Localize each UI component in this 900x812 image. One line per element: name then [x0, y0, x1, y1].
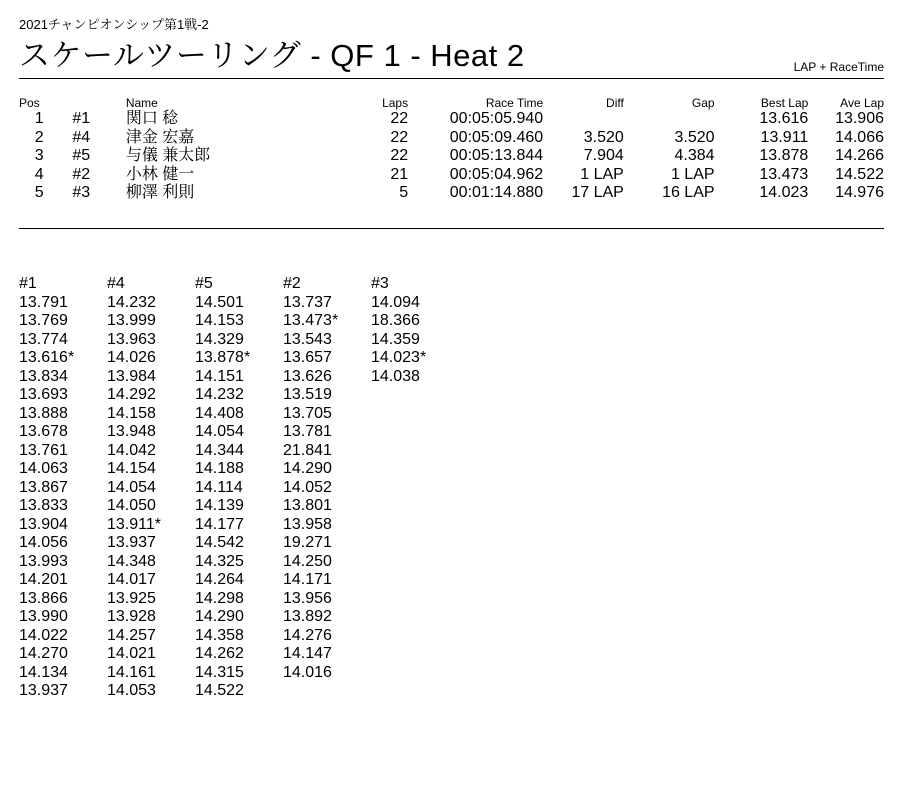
- lap-time: 14.053: [107, 682, 156, 699]
- cell-pos: 5: [34, 184, 44, 201]
- cell-name: 与儀 兼太郎: [125, 147, 211, 164]
- cell-gap: 16 LAP: [662, 184, 715, 201]
- cell-diff: 7.904: [583, 147, 624, 164]
- column-header-pos: Pos: [19, 96, 40, 110]
- cell-car-number: #3: [72, 184, 91, 201]
- table-row: [19, 166, 884, 185]
- lap-time: 14.016: [283, 663, 332, 681]
- lap-time: 14.348: [107, 552, 156, 570]
- cell-ave-lap: 14.066: [835, 128, 884, 146]
- lap-time: 14.056: [19, 534, 68, 551]
- lap-time: 14.290: [195, 608, 244, 625]
- cell-ave-lap: 14.976: [835, 184, 884, 201]
- lap-time: 14.139: [195, 497, 244, 514]
- lap-time: 13.705: [283, 404, 332, 422]
- lap-time: 13.678: [19, 423, 68, 440]
- cell-laps: 22: [390, 147, 409, 164]
- lap-time: 13.616*: [19, 349, 75, 366]
- lap-time: 13.737: [283, 293, 332, 311]
- cell-ave-lap: 14.522: [835, 165, 884, 183]
- cell-name: 関口 稔: [125, 110, 179, 127]
- lap-time: 13.519: [283, 386, 332, 403]
- cell-diff: 1 LAP: [580, 165, 624, 183]
- lap-time: 13.774: [19, 330, 68, 348]
- lap-time: 13.956: [283, 589, 332, 607]
- cell-laps: 5: [399, 184, 409, 201]
- column-header-ave-lap: Ave Lap: [840, 96, 884, 110]
- lap-column: [19, 275, 107, 701]
- lap-time: 14.359: [371, 330, 420, 348]
- results-divider: [19, 228, 884, 229]
- lap-time: 14.177: [195, 515, 244, 533]
- lap-time: 14.023*: [371, 349, 427, 366]
- lap-time: 14.154: [107, 460, 156, 477]
- cell-gap: 3.520: [674, 128, 715, 146]
- lap-time: 14.298: [195, 589, 244, 607]
- cell-race-time: 00:01:14.880: [449, 184, 544, 201]
- column-header-race-time: Race Time: [485, 96, 544, 110]
- cell-pos: 4: [34, 165, 44, 183]
- lap-time: 14.201: [19, 571, 68, 588]
- lap-time: 13.867: [19, 478, 68, 496]
- lap-time: 13.911*: [107, 515, 161, 533]
- lap-column-header: #4: [107, 275, 125, 292]
- lap-time: 14.134: [19, 663, 68, 681]
- cell-name: 柳澤 利則: [125, 184, 195, 201]
- cell-gap: 1 LAP: [670, 165, 715, 183]
- lap-time: 21.841: [283, 441, 332, 459]
- column-header-car-number: [59, 94, 126, 110]
- lap-time: 13.984: [107, 367, 156, 385]
- race-title: スケールツーリング - QF 1 - Heat 2: [19, 38, 525, 73]
- results-body: [19, 110, 884, 203]
- column-header-gap: Gap: [691, 96, 715, 110]
- lap-time: 14.542: [195, 534, 244, 551]
- lap-time: 14.257: [107, 626, 156, 644]
- lap-time: 14.054: [195, 423, 244, 440]
- lap-time: 13.937: [19, 682, 68, 699]
- lap-time: 14.153: [195, 312, 244, 329]
- lap-time: 13.626: [283, 367, 332, 385]
- cell-laps: 21: [390, 165, 409, 183]
- lap-time: 14.114: [195, 478, 243, 496]
- cell-name: 津金 宏嘉: [125, 128, 195, 146]
- lap-time: 14.022: [19, 626, 68, 644]
- column-header-name: Name: [125, 96, 158, 110]
- cell-car-number: #1: [72, 110, 91, 127]
- cell-ave-lap: 14.266: [835, 147, 884, 164]
- lap-column-header: #1: [19, 275, 37, 292]
- lap-time: 13.958: [283, 515, 332, 533]
- lap-time: 13.693: [19, 386, 68, 403]
- cell-laps: 22: [390, 110, 409, 127]
- cell-best-lap: 13.911: [760, 128, 809, 146]
- lap-time: 13.769: [19, 312, 68, 329]
- lap-time: 14.050: [107, 497, 156, 514]
- lap-time: 14.250: [283, 552, 332, 570]
- lap-time: 13.834: [19, 367, 68, 385]
- lap-time: 13.904: [19, 515, 68, 533]
- cell-race-time: 00:05:09.460: [449, 128, 544, 146]
- event-subtitle: 2021チャンピオンシップ第1戦-2: [19, 17, 209, 32]
- lap-time: 14.344: [195, 441, 244, 459]
- lap-time: 13.999: [107, 312, 156, 329]
- cell-ave-lap: 13.906: [835, 110, 884, 127]
- cell-gap: [624, 110, 715, 129]
- lap-time: 14.501: [195, 293, 244, 311]
- lap-time: 13.866: [19, 589, 68, 607]
- lap-time: 14.329: [195, 330, 244, 348]
- lap-time: 13.928: [107, 608, 156, 625]
- cell-pos: 3: [34, 147, 44, 164]
- lap-time: 14.188: [195, 460, 244, 477]
- cell-best-lap: 13.473: [759, 165, 809, 183]
- lap-time: 14.262: [195, 645, 244, 662]
- lap-time: 13.473*: [283, 312, 339, 329]
- cell-car-number: #2: [72, 165, 91, 183]
- lap-column-header: #3: [371, 275, 389, 292]
- lap-time: 14.158: [107, 404, 156, 422]
- lap-time: 14.021: [107, 645, 156, 662]
- lap-time: 14.042: [107, 441, 156, 459]
- lap-time: 13.963: [107, 330, 156, 348]
- lap-time: 13.878*: [195, 349, 251, 366]
- lap-time: 14.232: [195, 386, 244, 403]
- cell-pos: 1: [34, 110, 44, 127]
- lap-time: 14.052: [283, 478, 332, 496]
- lap-time: 14.063: [19, 460, 68, 477]
- lap-time: 13.892: [283, 608, 332, 625]
- table-row: [19, 184, 884, 203]
- cell-race-time: 00:05:13.844: [449, 147, 544, 164]
- lap-column-header: #2: [283, 275, 301, 292]
- lap-time: 14.270: [19, 645, 68, 662]
- lap-time: 14.315: [195, 663, 244, 681]
- table-row: [19, 110, 884, 129]
- lap-time: 14.232: [107, 293, 156, 311]
- cell-diff: 3.520: [583, 128, 624, 146]
- lap-time: 13.937: [107, 534, 156, 551]
- lap-time: 18.366: [371, 312, 420, 329]
- table-row: [19, 147, 884, 166]
- cell-diff: 17 LAP: [571, 184, 624, 201]
- lap-time: 14.358: [195, 626, 244, 644]
- lap-time: 13.781: [283, 423, 332, 440]
- column-header-best-lap: Best Lap: [760, 96, 809, 110]
- lap-time: 13.888: [19, 404, 68, 422]
- lap-column-header: #5: [195, 275, 213, 292]
- lap-time: 13.657: [283, 349, 332, 366]
- lap-time: 13.801: [283, 497, 332, 514]
- lap-column: [195, 275, 283, 701]
- results-header-row: [19, 94, 884, 110]
- cell-car-number: #5: [72, 147, 91, 164]
- cell-gap: 4.384: [674, 147, 715, 164]
- timing-mode-label: LAP + RaceTime: [793, 60, 884, 74]
- lap-time: 13.761: [19, 441, 68, 459]
- lap-time: 13.791: [19, 293, 68, 311]
- cell-car-number: #4: [72, 128, 91, 146]
- column-header-laps: Laps: [382, 96, 409, 110]
- lap-time: 14.038: [371, 367, 420, 385]
- lap-column: [107, 275, 195, 701]
- lap-time: 14.054: [107, 478, 156, 496]
- cell-name: 小林 健一: [125, 165, 195, 183]
- lap-time: 13.833: [19, 497, 68, 514]
- lap-time: 14.292: [107, 386, 156, 403]
- cell-best-lap: 14.023: [759, 184, 809, 201]
- lap-time: 14.094: [371, 293, 420, 311]
- lap-time: 14.408: [195, 404, 244, 422]
- header-divider: [19, 78, 884, 79]
- lap-time: 14.522: [195, 682, 244, 699]
- lap-time: 14.151: [195, 367, 244, 385]
- lap-time: 13.990: [19, 608, 68, 625]
- lap-time: 14.161: [107, 663, 156, 681]
- lap-time: 13.993: [19, 552, 68, 570]
- cell-best-lap: 13.616: [759, 110, 809, 127]
- lap-time: 19.271: [283, 534, 332, 551]
- cell-race-time: 00:05:04.962: [449, 165, 544, 183]
- lap-time: 14.290: [283, 460, 332, 477]
- results-table: [19, 94, 884, 203]
- cell-diff: [543, 110, 624, 129]
- lap-time: 14.264: [195, 571, 244, 588]
- cell-pos: 2: [34, 128, 44, 146]
- lap-time: 13.925: [107, 589, 156, 607]
- lap-time: 13.948: [107, 423, 156, 440]
- cell-laps: 22: [390, 128, 409, 146]
- lap-time: 14.026: [107, 349, 156, 366]
- lap-column: [371, 275, 459, 701]
- lap-time: 14.171: [283, 571, 332, 588]
- cell-best-lap: 13.878: [759, 147, 809, 164]
- lap-time: 14.147: [283, 645, 332, 662]
- lap-time: 13.543: [283, 330, 332, 348]
- lap-column: [283, 275, 371, 701]
- column-header-diff: Diff: [606, 96, 624, 110]
- lap-times-grid: [19, 275, 459, 701]
- cell-race-time: 00:05:05.940: [449, 110, 544, 127]
- lap-time: 14.276: [283, 626, 332, 644]
- lap-time: 14.017: [107, 571, 156, 588]
- table-row: [19, 129, 884, 148]
- lap-time: 14.325: [195, 552, 244, 570]
